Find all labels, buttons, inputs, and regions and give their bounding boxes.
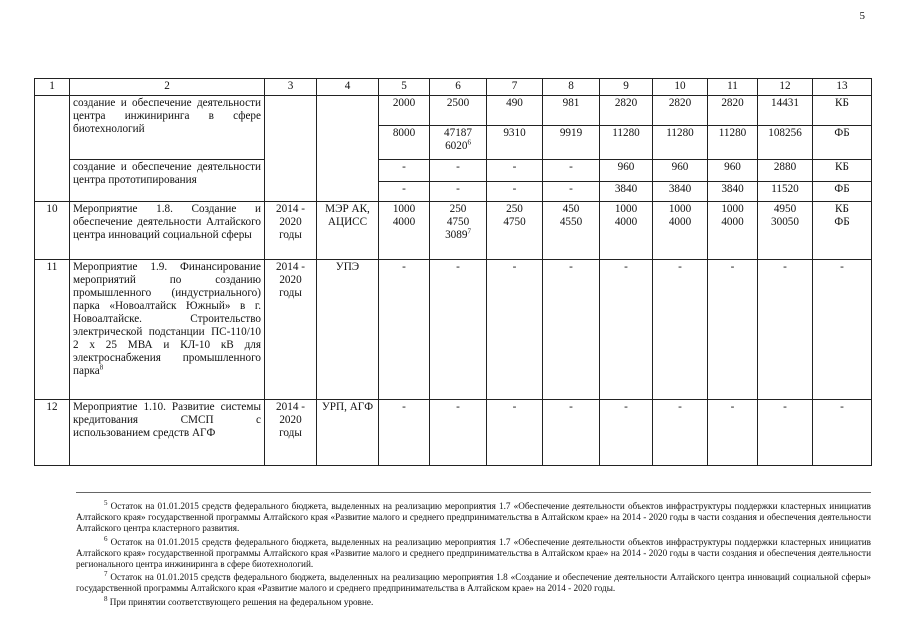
column-number: 10 bbox=[653, 79, 708, 96]
value-cell: 1000 4000 bbox=[708, 202, 758, 260]
column-number: 4 bbox=[317, 79, 379, 96]
table-row bbox=[35, 260, 872, 400]
funding-source: ФБ bbox=[813, 182, 872, 202]
footnote-ref: 7 bbox=[467, 227, 471, 236]
column-number: 1 bbox=[35, 79, 70, 96]
footnote-mark: 5 bbox=[104, 498, 108, 507]
value-cell: 250 4750 bbox=[487, 202, 543, 260]
value-cell: - bbox=[487, 260, 543, 400]
value-cell: 2820 bbox=[708, 96, 758, 126]
value-cell: - bbox=[813, 400, 872, 466]
footnote-mark: 7 bbox=[104, 570, 108, 579]
column-number: 5 bbox=[379, 79, 430, 96]
column-number: 6 bbox=[430, 79, 487, 96]
footnote: $^6$ Остаток на 01.01.2015 средств федерального бюджета, выделенных на реализацию мероприятия 1.7 «Обеспечение деятельности объектов инфраструктуры поддержки кластерных инициатив Алтайского края» государственной программы Алтайского края «Развитие малого и среднего предпринимательства в Алтайском крае» на 2014 - 2020 годы в части создания и обеспечения деятельности регионального центра инжиниринга в сфере биотехнологий. bbox=[76, 534, 872, 570]
years-cell: 2014 - 2020 годы bbox=[265, 260, 317, 400]
value-cell: - bbox=[600, 260, 653, 400]
value-cell: 108256 bbox=[758, 126, 813, 160]
value: 47187 bbox=[444, 127, 472, 139]
value-cell: - bbox=[487, 400, 543, 466]
value-cell: 9919 bbox=[543, 126, 600, 160]
row-number: 12 bbox=[35, 400, 70, 466]
funding-source: КБ bbox=[813, 160, 872, 182]
value-cell: 2880 bbox=[758, 160, 813, 182]
value-cell: 9310 bbox=[487, 126, 543, 160]
activity-description: Мероприятие 1.8. Создание и обеспечение деятельности Алтайского центра инноваций социальной сферы bbox=[70, 202, 265, 260]
years-cell: 2014 - 2020 годы bbox=[265, 400, 317, 466]
table-row bbox=[35, 202, 872, 260]
footnote: $^7$ Остаток на 01.01.2015 средств федерального бюджета, выделенных на реализацию мероприятия 1.8 «Создание и обеспечение деятельности Алтайского центра инноваций социальной сферы» государственной программы Алтайского края «Развитие малого и среднего предпринимательства в Алтайском крае» на 2014 - 2020 годы. bbox=[76, 570, 871, 594]
value-cell: 11280 bbox=[653, 126, 708, 160]
table-row bbox=[35, 400, 872, 466]
value-cell bbox=[430, 126, 487, 160]
value-cell: - bbox=[379, 160, 430, 182]
table-row bbox=[35, 96, 872, 126]
value-cell: - bbox=[758, 400, 813, 466]
value-cell: - bbox=[379, 182, 430, 202]
value-cell: 8000 bbox=[379, 126, 430, 160]
page-number: 5 bbox=[859, 10, 865, 22]
value-cell: - bbox=[430, 160, 487, 182]
value-cell: 1000 4000 bbox=[600, 202, 653, 260]
funding-source: ФБ bbox=[813, 126, 872, 160]
footnote: $^8$ При принятии соответствующего решения на федеральном уровне. bbox=[104, 594, 374, 607]
executor-cell: УРП, АГФ bbox=[317, 400, 379, 466]
value-cell: 2820 bbox=[600, 96, 653, 126]
column-number: 11 bbox=[708, 79, 758, 96]
value-cell: - bbox=[430, 260, 487, 400]
footnote-ref: 8 bbox=[99, 363, 104, 372]
value-cell: - bbox=[379, 260, 430, 400]
row-number: 11 bbox=[35, 260, 70, 400]
value-cell: 2820 bbox=[653, 96, 708, 126]
executor-cell bbox=[317, 96, 379, 202]
value-cell: 1000 4000 bbox=[653, 202, 708, 260]
value-cell: 11520 bbox=[758, 182, 813, 202]
carryover-value: 3089$^7$ bbox=[445, 227, 471, 241]
footnote-mark: 6 bbox=[104, 534, 108, 543]
value-cell: 450 4550 bbox=[543, 202, 600, 260]
table-row bbox=[35, 160, 872, 182]
value-cell: - bbox=[653, 260, 708, 400]
value-cell: - bbox=[543, 182, 600, 202]
column-number: 7 bbox=[487, 79, 543, 96]
value-cell: 490 bbox=[487, 96, 543, 126]
value-cell: 3840 bbox=[708, 182, 758, 202]
footnotes bbox=[76, 492, 871, 610]
value-cell: 2000 bbox=[379, 96, 430, 126]
row-number: 10 bbox=[35, 202, 70, 260]
value-cell: 960 bbox=[708, 160, 758, 182]
value-cell: 4950 30050 bbox=[758, 202, 813, 260]
value-cell: - bbox=[379, 400, 430, 466]
executor-cell: УПЭ bbox=[317, 260, 379, 400]
value-cell: 3840 bbox=[653, 182, 708, 202]
value-cell: 11280 bbox=[708, 126, 758, 160]
carryover-value: 6020$^6$ bbox=[445, 138, 471, 152]
footnote: $^5$ Остаток на 01.01.2015 средств федерального бюджета, выделенных на реализацию мероприятия 1.7 «Обеспечение деятельности объектов инфраструктуры поддержки кластерных инициатив Алтайского края» государственной программы Алтайского края «Развитие малого и среднего предпринимательства в Алтайском крае» на 2014 - 2020 годы в части создания и обеспечения деятельности Алтайского центра кластерного развития. bbox=[76, 498, 872, 534]
value-cell: - bbox=[600, 400, 653, 466]
value-cell: 960 bbox=[653, 160, 708, 182]
activity-description: создание и обеспечение деятельности центра инжиниринга в сфере биотехнологий bbox=[70, 96, 265, 160]
value-cell: - bbox=[758, 260, 813, 400]
value-cell: 2500 bbox=[430, 96, 487, 126]
value-cell: - bbox=[813, 260, 872, 400]
value-cell: - bbox=[708, 260, 758, 400]
column-number-row bbox=[35, 79, 872, 96]
activity-description: Мероприятие 1.10. Развитие системы кредитования СМСП с использованием средств АГФ bbox=[70, 400, 265, 466]
row-number-cell bbox=[35, 96, 70, 202]
value-cell: 250 4750 3089$^7$ bbox=[430, 202, 487, 260]
value-cell: - bbox=[543, 400, 600, 466]
value-cell: 11280 bbox=[600, 126, 653, 160]
funding-source: КБ bbox=[813, 96, 872, 126]
activity-description: создание и обеспечение деятельности центра прототипирования bbox=[70, 160, 265, 202]
years-cell bbox=[265, 96, 317, 202]
value-cell: 3840 bbox=[600, 182, 653, 202]
column-number: 12 bbox=[758, 79, 813, 96]
value-cell: - bbox=[708, 400, 758, 466]
value-cell: - bbox=[653, 400, 708, 466]
value-cell: - bbox=[543, 260, 600, 400]
executor-cell: МЭР АК, АЦИСС bbox=[317, 202, 379, 260]
value-cell: 960 bbox=[600, 160, 653, 182]
column-number: 3 bbox=[265, 79, 317, 96]
value-cell: 981 bbox=[543, 96, 600, 126]
value-cell: 1000 4000 bbox=[379, 202, 430, 260]
column-number: 13 bbox=[813, 79, 872, 96]
footnote-ref: 6 bbox=[467, 138, 471, 147]
value-cell: - bbox=[430, 400, 487, 466]
column-number: 8 bbox=[543, 79, 600, 96]
footnote-mark: 8 bbox=[104, 594, 108, 603]
value-cell: 14431 bbox=[758, 96, 813, 126]
value-cell: - bbox=[543, 160, 600, 182]
column-number: 9 bbox=[600, 79, 653, 96]
value-cell: - bbox=[487, 182, 543, 202]
funding-source: КБ ФБ bbox=[813, 202, 872, 260]
activity-description: Мероприятие 1.9. Финансирование мероприятий по созданию промышленного (индустриального) парка «Новоалтайск Южный» в г. Новоалтайске. Строительство электрической подстанции ПС-110/10 2 х 25 МВА и КЛ-10 кВ для электроснабжения промышленного парка$^8$ bbox=[70, 260, 265, 400]
column-number: 2 bbox=[70, 79, 265, 96]
program-table bbox=[34, 78, 872, 466]
value-cell: - bbox=[430, 182, 487, 202]
years-cell: 2014 - 2020 годы bbox=[265, 202, 317, 260]
value-cell: - bbox=[487, 160, 543, 182]
